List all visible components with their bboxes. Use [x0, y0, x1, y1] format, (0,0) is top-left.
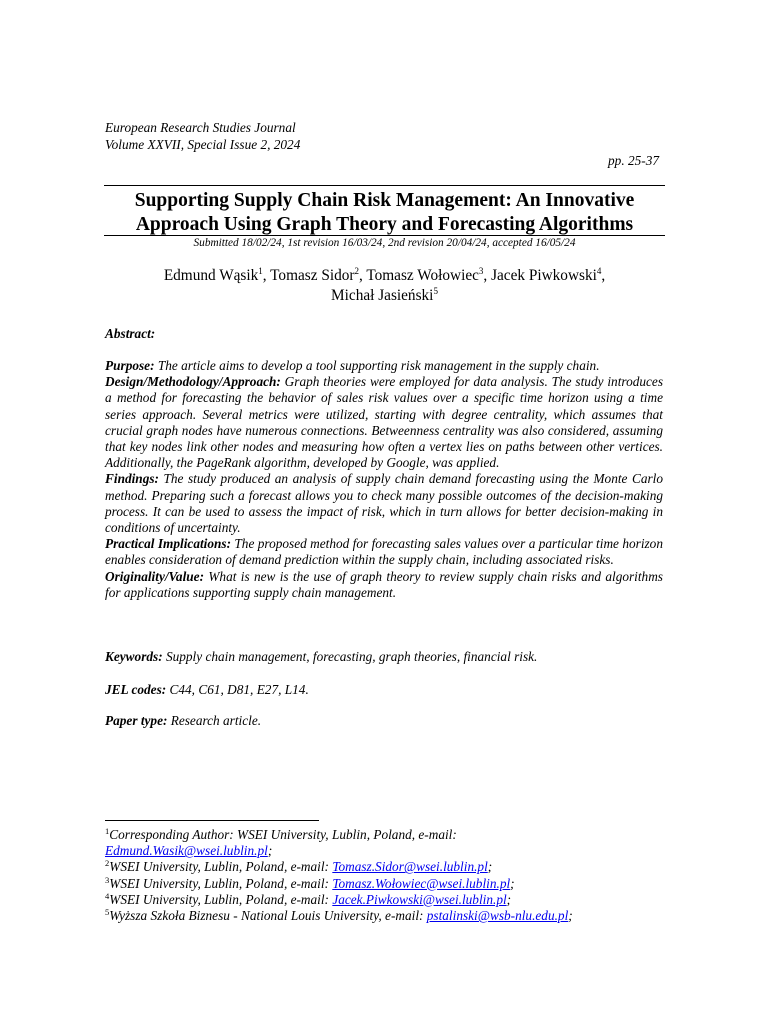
submission-dates: Submitted 18/02/24, 1st revision 16/03/24, 2nd revision 20/04/24, accepted 16/05/24 — [193, 237, 576, 249]
footnote: $^1$Corresponding Author: WSEI University, Lublin, Poland, e-mail: Edmund.Wasik@wsei.lublin.pl; — [105, 826, 457, 859]
jel-codes: JEL codes: C44, C61, D81, E27, L14. — [105, 682, 309, 697]
author-affiliation-mark: 3 — [478, 266, 484, 276]
abstract-body — [105, 358, 663, 601]
journal-header — [105, 119, 300, 153]
author-affiliation-mark: 2 — [354, 266, 359, 276]
title-line-1: Supporting Supply Chain Risk Management: An Innovative — [134, 190, 635, 211]
paper-title — [104, 189, 665, 237]
author-list: Edmund Wąsik$^1$, Tomasz Sidor$^2$, Tomasz Wołowiec$^3$, Jacek Piwkowski$^4$, Michał Jasieński$^5$ — [163, 266, 606, 304]
keywords: Keywords: Supply chain management, forecasting, graph theories, financial risk. — [105, 649, 538, 664]
journal-name: European Research Studies Journal — [105, 120, 296, 135]
footnote-separator — [105, 820, 319, 821]
author-name: Edmund Wąsik — [163, 267, 259, 284]
author-name: Jacek Piwkowski — [491, 267, 597, 284]
title-top-rule — [104, 185, 665, 186]
footnote: $^4$WSEI University, Lublin, Poland, e-mail: Jacek.Piwkowski@wsei.lublin.pl; — [105, 890, 512, 907]
journal-volume: Volume XXVII, Special Issue 2, 2024 — [105, 137, 301, 152]
page-range: pp. 25-37 — [608, 153, 659, 168]
title-bottom-rule — [104, 235, 665, 236]
email-link[interactable]: Tomasz.Sidor@wsei.lublin.pl — [332, 859, 488, 875]
author-name: Michał Jasieński — [331, 287, 434, 304]
author-name: Tomasz Wołowiec — [366, 267, 479, 284]
abstract-findings: Findings: The study produced an analysis of supply chain demand forecasting using the Monte Carlo method. Preparing such a forecast allows you to check many possible outcomes of the decision-making process. It can be used to assess the impact of risk, which in turn allows for better decision-making in conditions of uncertainty. — [105, 471, 663, 536]
email-link[interactable]: Jacek.Piwkowski@wsei.lublin.pl — [332, 891, 507, 907]
title-line-2: Approach Using Graph Theory and Forecasting Algorithms — [135, 214, 634, 235]
abstract-purpose: Purpose: The article aims to develop a tool supporting risk management in the supply chain. — [105, 358, 600, 373]
author-name: Tomasz Sidor — [270, 267, 355, 284]
author-affiliation-mark: 5 — [433, 286, 438, 296]
footnotes — [105, 827, 665, 924]
abstract-design: Design/Methodology/Approach: Graph theories were employed for data analysis. The study introduces a method for forecasting the behavior of sales risk values over a specific time horizon using a time series approach. Several metrics were utilized, starting with degree centrality, which assumes that crucial graph nodes have numerous connections. Betweenness centrality was also considered, assuming that key nodes link other nodes and measuring how often a vertex lies on paths between other vertices. Additionally, the PageRank algorithm, developed by Google, was applied. — [105, 374, 663, 471]
author-affiliation-mark: 1 — [258, 266, 263, 276]
email-link[interactable]: pstalinski@wsb-nlu.edu.pl — [426, 908, 569, 924]
footnote: $^2$WSEI University, Lublin, Poland, e-mail: Tomasz.Sidor@wsei.lublin.pl; — [105, 858, 493, 875]
email-link[interactable]: Edmund.Wasik@wsei.lublin.pl — [105, 843, 268, 859]
abstract-heading: Abstract: — [105, 326, 156, 341]
paper-type: Paper type: Research article. — [105, 713, 262, 728]
footnote: $^3$WSEI University, Lublin, Poland, e-mail: Tomasz.Wołowiec@wsei.lublin.pl; — [105, 874, 515, 891]
email-link[interactable]: Tomasz.Wołowiec@wsei.lublin.pl — [332, 875, 511, 891]
author-affiliation-mark: 4 — [596, 266, 602, 276]
abstract-practical: Practical Implications: The proposed method for forecasting sales values over a particular time horizon enables consideration of demand prediction within the supply chain, including associated risks. — [105, 536, 663, 568]
footnote: $^5$Wyższa Szkoła Biznesu - National Louis University, e-mail: pstalinski@wsb-nlu.edu.pl; — [105, 907, 573, 924]
abstract-originality: Originality/Value: What is new is the use of graph theory to review supply chain risks and algorithms for applications supporting supply chain management. — [105, 568, 663, 600]
